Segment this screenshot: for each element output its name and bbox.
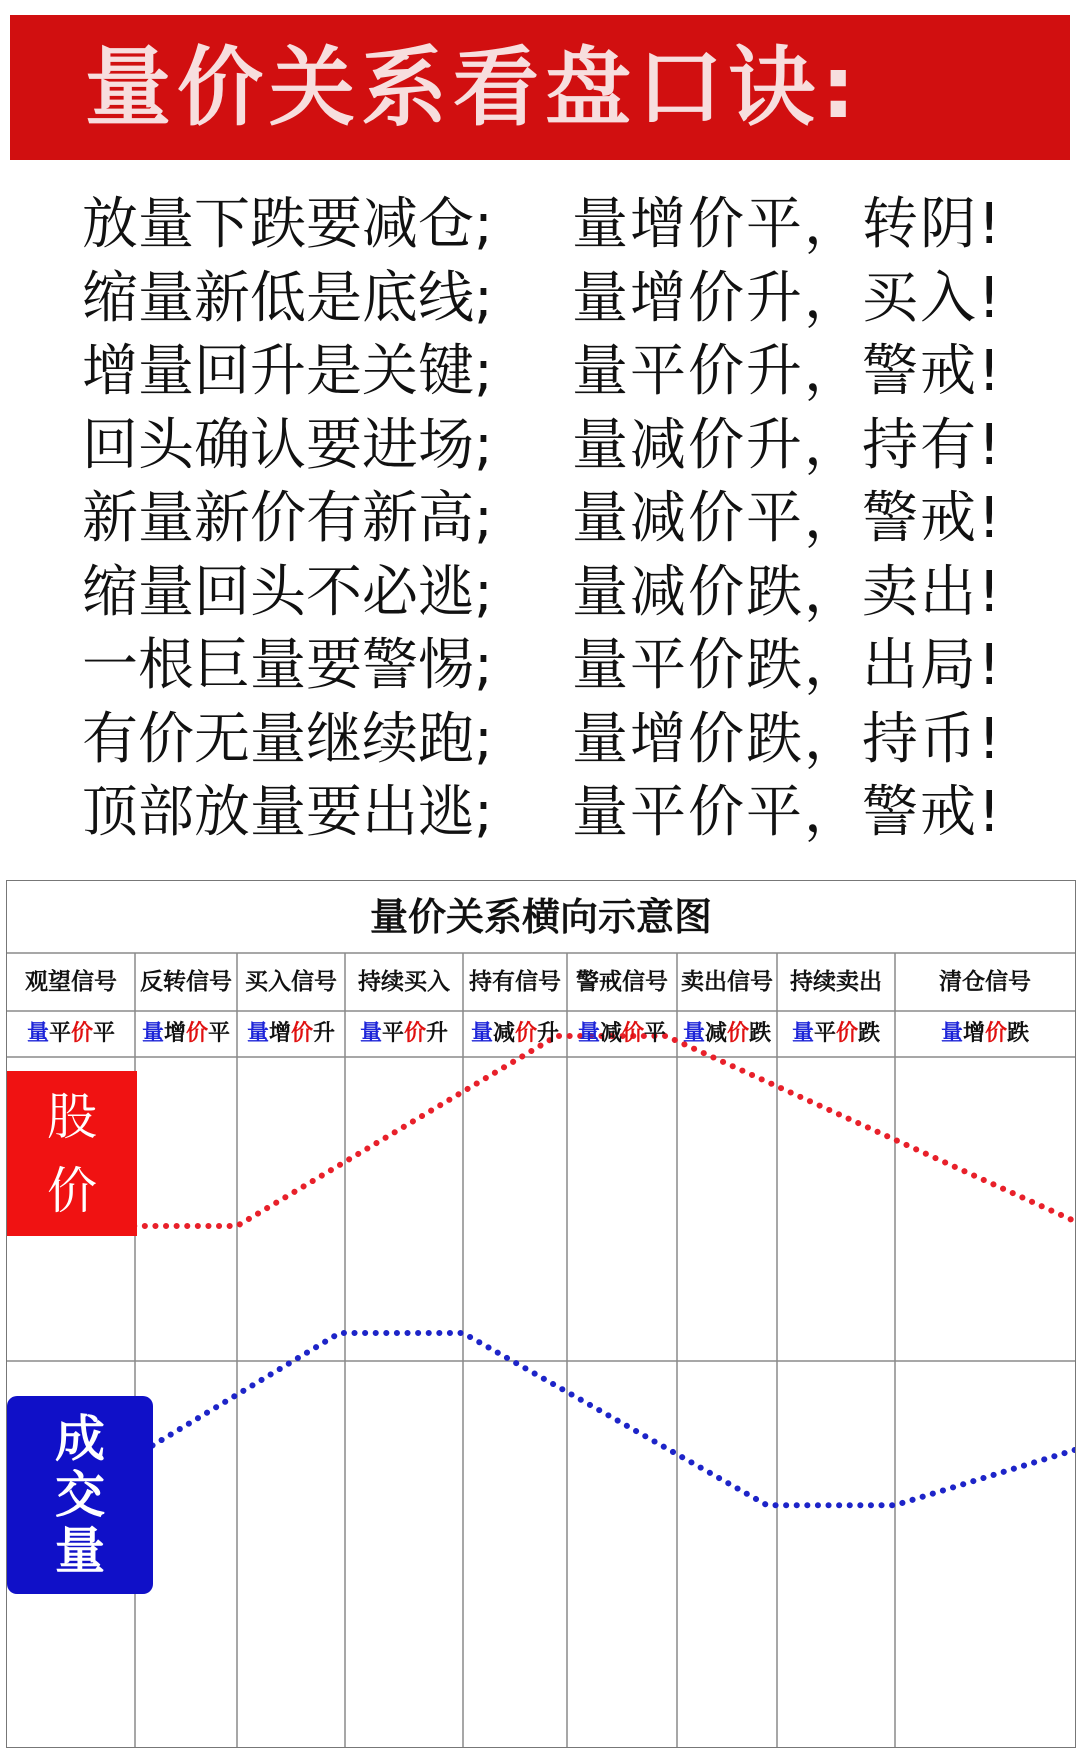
volume-label-char: 成 bbox=[55, 1410, 105, 1468]
signal-char: 平 bbox=[208, 1021, 231, 1046]
column-header: 持有信号 bbox=[469, 969, 561, 995]
rhyme-right: 量增价升，买入! bbox=[572, 265, 1003, 331]
column-header: 警戒信号 bbox=[576, 969, 668, 995]
column-signal bbox=[237, 1011, 345, 1057]
rhyme-row bbox=[82, 188, 1042, 262]
signal-char: 价 bbox=[727, 1021, 750, 1046]
column-header: 卖出信号 bbox=[681, 969, 773, 995]
price-series-label bbox=[7, 1071, 137, 1236]
signal-char: 量 bbox=[246, 1021, 269, 1046]
rhyme-right: 量减价平，警戒! bbox=[572, 486, 1003, 551]
rhyme-row bbox=[82, 335, 1042, 409]
column-header: 买入信号 bbox=[245, 969, 337, 995]
signal-char: 减 bbox=[492, 1021, 515, 1046]
rhyme-left: 增量回升是关键; bbox=[82, 339, 493, 404]
signal-char: 量 bbox=[682, 1021, 705, 1046]
signal-char: 跌 bbox=[858, 1021, 881, 1046]
signal-char: 价 bbox=[515, 1021, 538, 1046]
rhyme-left: 缩量回头不必逃; bbox=[82, 559, 493, 625]
rhyme-right: 量平价平，警戒! bbox=[572, 780, 1003, 845]
column-signal bbox=[677, 1011, 777, 1057]
signal-char: 价 bbox=[836, 1021, 859, 1046]
column-signal bbox=[345, 1011, 463, 1057]
price-label-char: 价 bbox=[47, 1161, 97, 1220]
rhyme-right: 量平价跌，出局! bbox=[572, 633, 1003, 698]
signal-char: 减 bbox=[704, 1021, 727, 1046]
rhyme-left: 放量下跌要减仓; bbox=[82, 192, 493, 257]
column-header: 持续卖出 bbox=[790, 969, 882, 995]
column-signal bbox=[567, 1011, 677, 1057]
rhyme-row bbox=[82, 629, 1042, 703]
column-signal bbox=[463, 1011, 567, 1057]
signal-char: 量 bbox=[26, 1021, 49, 1046]
column-header: 观望信号 bbox=[25, 969, 117, 995]
price-series-line bbox=[7, 1036, 1075, 1226]
rhyme-left: 有价无量继续跑; bbox=[82, 706, 493, 772]
signal-char: 减 bbox=[599, 1021, 622, 1046]
rhyme-left: 一根巨量要警惕; bbox=[82, 633, 493, 698]
volume-series-label bbox=[7, 1396, 153, 1594]
page-title: 量价关系看盘口诀: bbox=[85, 38, 862, 138]
rhyme-left: 回头确认要进场; bbox=[82, 412, 493, 478]
signal-char: 升 bbox=[313, 1021, 336, 1046]
signal-char: 价 bbox=[985, 1021, 1008, 1046]
rhyme-right: 量平价升，警戒! bbox=[572, 339, 1003, 404]
column-signal bbox=[7, 1011, 135, 1057]
volume-label-char: 交 bbox=[55, 1466, 105, 1524]
signal-char: 价 bbox=[291, 1021, 314, 1046]
column-header: 清仓信号 bbox=[939, 969, 1031, 995]
signal-char: 平 bbox=[813, 1021, 836, 1046]
diagram-title: 量价关系横向示意图 bbox=[369, 895, 712, 939]
signal-char: 升 bbox=[426, 1021, 449, 1046]
rhyme-left: 顶部放量要出逃; bbox=[82, 780, 493, 845]
signal-char: 价 bbox=[622, 1021, 645, 1046]
signal-char: 价 bbox=[404, 1021, 427, 1046]
signal-char: 量 bbox=[577, 1021, 600, 1046]
rhyme-row bbox=[82, 262, 1042, 336]
rhyme-row bbox=[82, 556, 1042, 630]
column-signal bbox=[777, 1011, 895, 1057]
signal-char: 增 bbox=[163, 1021, 186, 1046]
signal-char: 平 bbox=[48, 1021, 71, 1046]
rhyme-row bbox=[82, 703, 1042, 777]
signal-char: 升 bbox=[537, 1021, 560, 1046]
signal-char: 增 bbox=[962, 1021, 985, 1046]
price-label-char: 股 bbox=[47, 1087, 97, 1146]
signal-char: 增 bbox=[268, 1021, 291, 1046]
signal-char: 跌 bbox=[749, 1021, 772, 1046]
signal-char: 平 bbox=[381, 1021, 404, 1046]
signal-char: 跌 bbox=[1007, 1021, 1030, 1046]
rhyme-list bbox=[82, 188, 1042, 850]
volume-price-diagram bbox=[6, 880, 1076, 1748]
signal-char: 平 bbox=[93, 1021, 116, 1046]
volume-label-char: 量 bbox=[55, 1522, 105, 1580]
signal-char: 量 bbox=[470, 1021, 493, 1046]
signal-char: 平 bbox=[644, 1021, 667, 1046]
column-signal bbox=[135, 1011, 237, 1057]
signal-char: 价 bbox=[71, 1021, 94, 1046]
column-header: 反转信号 bbox=[140, 969, 232, 995]
signal-char: 量 bbox=[359, 1021, 382, 1046]
signal-char: 量 bbox=[940, 1021, 963, 1046]
column-signal bbox=[895, 1011, 1075, 1057]
title-banner bbox=[10, 15, 1070, 160]
rhyme-right: 量增价跌，持币! bbox=[572, 706, 1003, 772]
volume-series-line bbox=[7, 1333, 1075, 1505]
rhyme-right: 量增价平，转阴! bbox=[572, 192, 1003, 257]
rhyme-right: 量减价跌，卖出! bbox=[572, 559, 1003, 625]
signal-char: 价 bbox=[186, 1021, 209, 1046]
rhyme-row bbox=[82, 409, 1042, 483]
rhyme-right: 量减价升，持有! bbox=[572, 412, 1003, 478]
rhyme-left: 缩量新低是底线; bbox=[82, 265, 493, 331]
signal-char: 量 bbox=[141, 1021, 164, 1046]
rhyme-row bbox=[82, 482, 1042, 556]
rhyme-row bbox=[82, 776, 1042, 850]
rhyme-left: 新量新价有新高; bbox=[82, 486, 493, 551]
signal-char: 量 bbox=[791, 1021, 814, 1046]
column-header: 持续买入 bbox=[358, 969, 450, 995]
